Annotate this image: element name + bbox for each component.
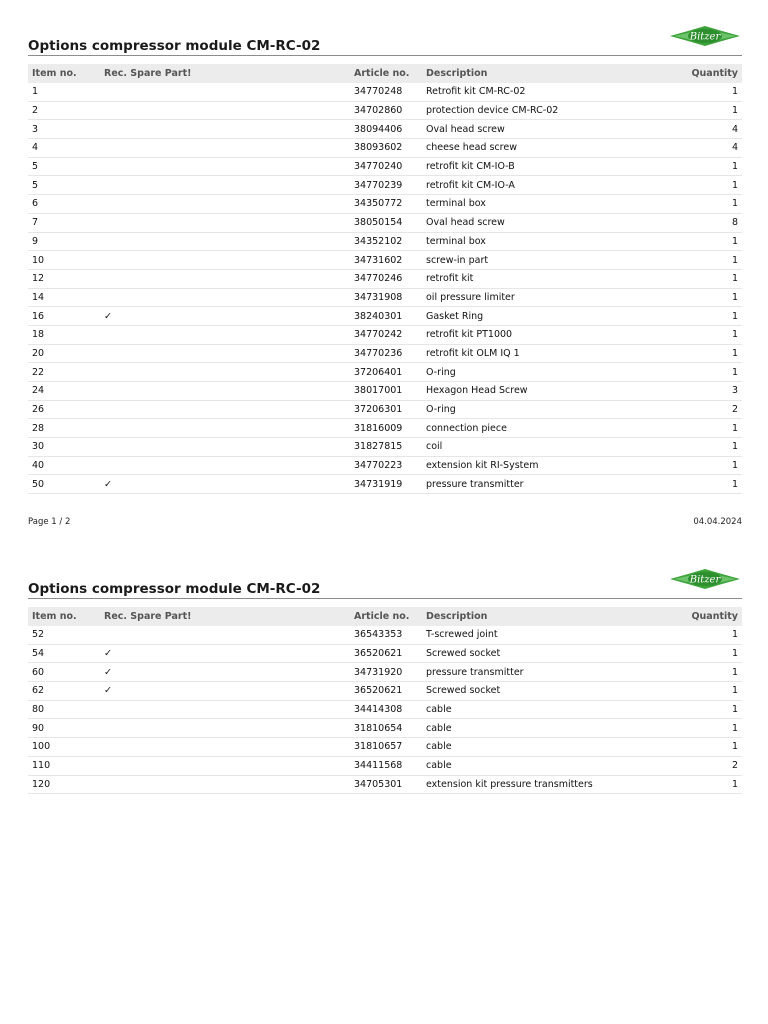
article-no-cell: 31816009 xyxy=(350,419,422,438)
table-row xyxy=(28,232,742,251)
spare-part-check-cell xyxy=(100,775,350,794)
quantity-cell: 4 xyxy=(670,139,742,158)
article-no-cell: 34414308 xyxy=(350,700,422,719)
spare-part-check-cell xyxy=(100,738,350,757)
table-header-row xyxy=(28,64,742,83)
item-no-cell: 6 xyxy=(28,195,100,214)
item-no-cell: 24 xyxy=(28,382,100,401)
description-cell: cable xyxy=(422,719,670,738)
description-cell: cable xyxy=(422,756,670,775)
article-no-cell: 34705301 xyxy=(350,775,422,794)
quantity-cell: 8 xyxy=(670,213,742,232)
description-cell: protection device CM-RC-02 xyxy=(422,101,670,120)
column-header-article-no: Article no. xyxy=(350,64,422,83)
table-body xyxy=(28,83,742,494)
article-no-cell: 38050154 xyxy=(350,213,422,232)
table-row xyxy=(28,644,742,663)
article-no-cell: 34770236 xyxy=(350,344,422,363)
article-no-cell: 34770223 xyxy=(350,456,422,475)
column-header-quantity: Quantity xyxy=(670,64,742,83)
item-no-cell: 3 xyxy=(28,120,100,139)
item-no-cell: 14 xyxy=(28,288,100,307)
description-cell: Hexagon Head Screw xyxy=(422,382,670,401)
quantity-cell: 2 xyxy=(670,400,742,419)
table-row xyxy=(28,438,742,457)
description-cell: terminal box xyxy=(422,232,670,251)
description-cell: cheese head screw xyxy=(422,139,670,158)
quantity-cell: 1 xyxy=(670,232,742,251)
item-no-cell: 40 xyxy=(28,456,100,475)
table-row xyxy=(28,756,742,775)
item-no-cell: 5 xyxy=(28,157,100,176)
description-cell: cable xyxy=(422,738,670,757)
item-no-cell: 90 xyxy=(28,719,100,738)
item-no-cell: 22 xyxy=(28,363,100,382)
description-cell: oil pressure limiter xyxy=(422,288,670,307)
article-no-cell: 34770239 xyxy=(350,176,422,195)
description-cell: Retrofit kit CM-RC-02 xyxy=(422,83,670,101)
item-no-cell: 10 xyxy=(28,251,100,270)
table-row xyxy=(28,775,742,794)
spare-part-check-cell xyxy=(100,700,350,719)
description-cell: Gasket Ring xyxy=(422,307,670,326)
article-no-cell: 34770248 xyxy=(350,83,422,101)
article-no-cell: 34731908 xyxy=(350,288,422,307)
table-row xyxy=(28,419,742,438)
spare-part-check-cell xyxy=(100,456,350,475)
table-row xyxy=(28,700,742,719)
table-row xyxy=(28,400,742,419)
table-row xyxy=(28,120,742,139)
description-cell: retrofit kit OLM IQ 1 xyxy=(422,344,670,363)
article-no-cell: 38240301 xyxy=(350,307,422,326)
title-divider xyxy=(28,598,742,599)
spare-part-check-cell xyxy=(100,157,350,176)
table-row xyxy=(28,157,742,176)
item-no-cell: 18 xyxy=(28,325,100,344)
spare-part-check-cell xyxy=(100,176,350,195)
article-no-cell: 38017001 xyxy=(350,382,422,401)
item-no-cell: 110 xyxy=(28,756,100,775)
article-no-cell: 34731920 xyxy=(350,663,422,682)
bitzer-logo-icon xyxy=(670,24,740,48)
table-row xyxy=(28,363,742,382)
spare-part-check-cell xyxy=(100,344,350,363)
table-row xyxy=(28,738,742,757)
item-no-cell: 54 xyxy=(28,644,100,663)
description-cell: connection piece xyxy=(422,419,670,438)
item-no-cell: 28 xyxy=(28,419,100,438)
description-cell: coil xyxy=(422,438,670,457)
table-row xyxy=(28,307,742,326)
spare-part-check-cell xyxy=(100,363,350,382)
page-title: Options compressor module CM-RC-02 xyxy=(28,38,321,54)
spare-part-check-cell: ✓ xyxy=(100,644,350,663)
item-no-cell: 52 xyxy=(28,626,100,644)
spare-part-check-cell xyxy=(100,325,350,344)
item-no-cell: 7 xyxy=(28,213,100,232)
table-header-row xyxy=(28,607,742,626)
article-no-cell: 34770240 xyxy=(350,157,422,176)
quantity-cell: 1 xyxy=(670,775,742,794)
description-cell: Screwed socket xyxy=(422,644,670,663)
item-no-cell: 30 xyxy=(28,438,100,457)
item-no-cell: 60 xyxy=(28,663,100,682)
table-row xyxy=(28,176,742,195)
column-header-quantity: Quantity xyxy=(670,607,742,626)
column-header-item-no: Item no. xyxy=(28,607,100,626)
spare-part-check-cell xyxy=(100,195,350,214)
item-no-cell: 9 xyxy=(28,232,100,251)
article-no-cell: 34350772 xyxy=(350,195,422,214)
description-cell: extension kit RI-System xyxy=(422,456,670,475)
article-no-cell: 34731919 xyxy=(350,475,422,494)
spare-part-check-cell xyxy=(100,419,350,438)
table-row xyxy=(28,101,742,120)
description-cell: O-ring xyxy=(422,363,670,382)
table-row xyxy=(28,83,742,101)
column-header-rec-spare-part: Rec. Spare Part! xyxy=(100,64,350,83)
description-cell: T-screwed joint xyxy=(422,626,670,644)
spare-part-check-cell xyxy=(100,120,350,139)
article-no-cell: 34731602 xyxy=(350,251,422,270)
description-cell: retrofit kit PT1000 xyxy=(422,325,670,344)
table-row xyxy=(28,213,742,232)
quantity-cell: 1 xyxy=(670,101,742,120)
table-row xyxy=(28,382,742,401)
table-row xyxy=(28,663,742,682)
column-header-rec-spare-part: Rec. Spare Part! xyxy=(100,607,350,626)
table-row xyxy=(28,288,742,307)
spare-part-check-cell xyxy=(100,139,350,158)
quantity-cell: 1 xyxy=(670,644,742,663)
quantity-cell: 1 xyxy=(670,325,742,344)
description-cell: Oval head screw xyxy=(422,120,670,139)
quantity-cell: 1 xyxy=(670,663,742,682)
spare-part-check-cell xyxy=(100,400,350,419)
item-no-cell: 2 xyxy=(28,101,100,120)
table-row xyxy=(28,269,742,288)
item-no-cell: 1 xyxy=(28,83,100,101)
page-title: Options compressor module CM-RC-02 xyxy=(28,581,321,597)
table-row xyxy=(28,195,742,214)
table-row xyxy=(28,626,742,644)
description-cell: pressure transmitter xyxy=(422,663,670,682)
spare-part-check-cell xyxy=(100,101,350,120)
quantity-cell: 1 xyxy=(670,344,742,363)
description-cell: Oval head screw xyxy=(422,213,670,232)
quantity-cell: 3 xyxy=(670,382,742,401)
parts-table xyxy=(28,64,742,494)
item-no-cell: 5 xyxy=(28,176,100,195)
title-divider xyxy=(28,55,742,56)
svg-text:Bitzer: Bitzer xyxy=(689,31,721,43)
spare-part-check-cell xyxy=(100,269,350,288)
spare-part-check-cell xyxy=(100,83,350,101)
quantity-cell: 1 xyxy=(670,738,742,757)
page-number: Page 1 / 2 xyxy=(28,517,71,527)
spare-part-check-cell xyxy=(100,756,350,775)
description-cell: Screwed socket xyxy=(422,682,670,701)
quantity-cell: 1 xyxy=(670,83,742,101)
quantity-cell: 1 xyxy=(670,682,742,701)
spare-part-check-cell xyxy=(100,719,350,738)
article-no-cell: 34411568 xyxy=(350,756,422,775)
table-row xyxy=(28,682,742,701)
quantity-cell: 1 xyxy=(670,307,742,326)
column-header-item-no: Item no. xyxy=(28,64,100,83)
description-cell: extension kit pressure transmitters xyxy=(422,775,670,794)
bitzer-logo-icon xyxy=(670,567,740,591)
spare-part-check-cell xyxy=(100,288,350,307)
article-no-cell: 36520621 xyxy=(350,682,422,701)
description-cell: pressure transmitter xyxy=(422,475,670,494)
spare-part-check-cell xyxy=(100,382,350,401)
item-no-cell: 26 xyxy=(28,400,100,419)
description-cell: O-ring xyxy=(422,400,670,419)
quantity-cell: 2 xyxy=(670,756,742,775)
article-no-cell: 37206301 xyxy=(350,400,422,419)
description-cell: retrofit kit xyxy=(422,269,670,288)
item-no-cell: 20 xyxy=(28,344,100,363)
quantity-cell: 1 xyxy=(670,251,742,270)
table-row xyxy=(28,719,742,738)
print-date: 04.04.2024 xyxy=(693,517,742,527)
bitzer-logo xyxy=(670,24,740,48)
article-no-cell: 34702860 xyxy=(350,101,422,120)
table-body xyxy=(28,626,742,794)
table-row xyxy=(28,325,742,344)
quantity-cell: 1 xyxy=(670,626,742,644)
item-no-cell: 4 xyxy=(28,139,100,158)
quantity-cell: 1 xyxy=(670,719,742,738)
description-cell: retrofit kit CM-IO-B xyxy=(422,157,670,176)
quantity-cell: 1 xyxy=(670,419,742,438)
quantity-cell: 1 xyxy=(670,700,742,719)
spare-part-check-cell xyxy=(100,232,350,251)
item-no-cell: 120 xyxy=(28,775,100,794)
quantity-cell: 1 xyxy=(670,363,742,382)
item-no-cell: 50 xyxy=(28,475,100,494)
spare-part-check-cell: ✓ xyxy=(100,307,350,326)
article-no-cell: 37206401 xyxy=(350,363,422,382)
table-row xyxy=(28,139,742,158)
article-no-cell: 36543353 xyxy=(350,626,422,644)
quantity-cell: 1 xyxy=(670,195,742,214)
quantity-cell: 4 xyxy=(670,120,742,139)
article-no-cell: 38093602 xyxy=(350,139,422,158)
svg-text:Bitzer: Bitzer xyxy=(689,574,721,586)
spare-part-check-cell: ✓ xyxy=(100,682,350,701)
spare-part-check-cell xyxy=(100,251,350,270)
spare-part-check-cell xyxy=(100,438,350,457)
quantity-cell: 1 xyxy=(670,456,742,475)
quantity-cell: 1 xyxy=(670,157,742,176)
description-cell: screw-in part xyxy=(422,251,670,270)
description-cell: terminal box xyxy=(422,195,670,214)
quantity-cell: 1 xyxy=(670,288,742,307)
spare-part-check-cell: ✓ xyxy=(100,663,350,682)
article-no-cell: 36520621 xyxy=(350,644,422,663)
description-cell: retrofit kit CM-IO-A xyxy=(422,176,670,195)
spare-part-check-cell xyxy=(100,626,350,644)
spare-part-check-cell: ✓ xyxy=(100,475,350,494)
article-no-cell: 34770246 xyxy=(350,269,422,288)
description-cell: cable xyxy=(422,700,670,719)
article-no-cell: 31810654 xyxy=(350,719,422,738)
table-row xyxy=(28,456,742,475)
article-no-cell: 31810657 xyxy=(350,738,422,757)
article-no-cell: 31827815 xyxy=(350,438,422,457)
table-row xyxy=(28,344,742,363)
column-header-article-no: Article no. xyxy=(350,607,422,626)
quantity-cell: 1 xyxy=(670,438,742,457)
quantity-cell: 1 xyxy=(670,269,742,288)
quantity-cell: 1 xyxy=(670,176,742,195)
table-row xyxy=(28,475,742,494)
parts-table xyxy=(28,607,742,794)
item-no-cell: 80 xyxy=(28,700,100,719)
spare-part-check-cell xyxy=(100,213,350,232)
article-no-cell: 34352102 xyxy=(350,232,422,251)
quantity-cell: 1 xyxy=(670,475,742,494)
bitzer-logo xyxy=(670,567,740,591)
item-no-cell: 16 xyxy=(28,307,100,326)
item-no-cell: 62 xyxy=(28,682,100,701)
article-no-cell: 38094406 xyxy=(350,120,422,139)
article-no-cell: 34770242 xyxy=(350,325,422,344)
column-header-description: Description xyxy=(422,64,670,83)
table-row xyxy=(28,251,742,270)
column-header-description: Description xyxy=(422,607,670,626)
item-no-cell: 12 xyxy=(28,269,100,288)
item-no-cell: 100 xyxy=(28,738,100,757)
